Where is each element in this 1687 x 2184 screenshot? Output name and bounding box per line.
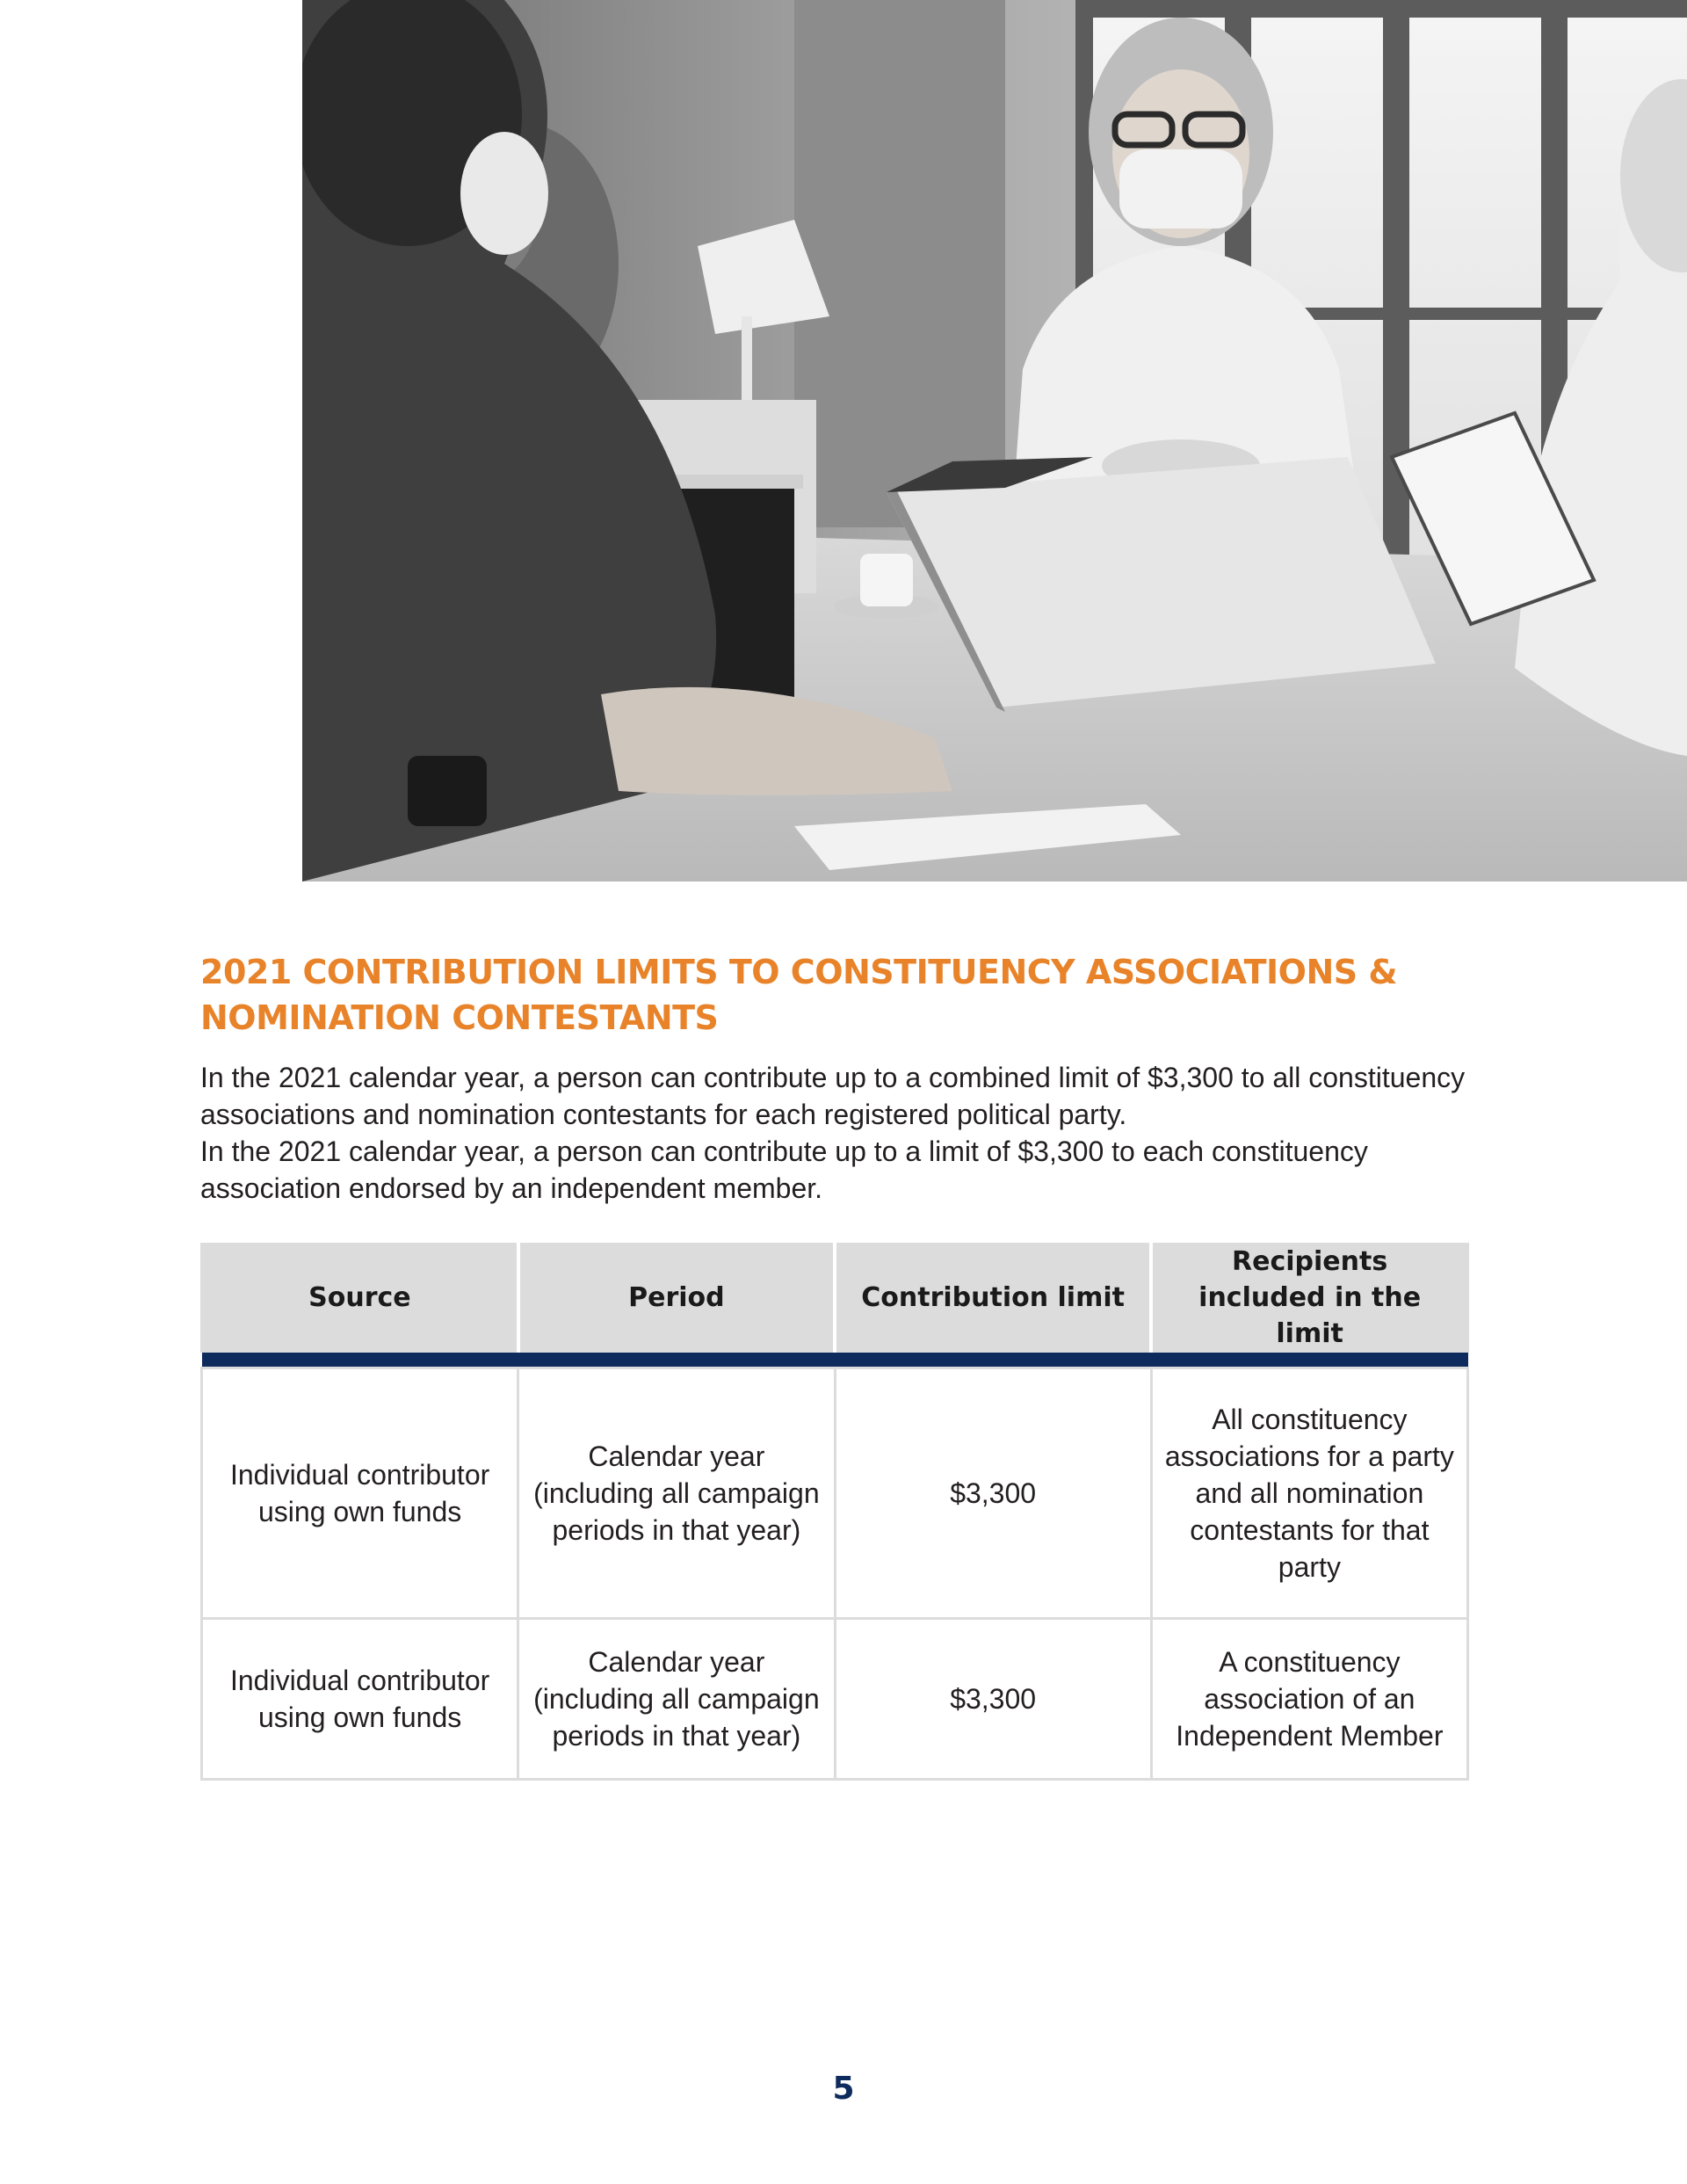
header-contribution-limit: Contribution limit bbox=[835, 1243, 1151, 1353]
table-header-row bbox=[202, 1243, 1468, 1353]
cell-source: Individual contributor using own funds bbox=[202, 1619, 518, 1780]
cell-recipients: All constituency associations for a party and all nomination contestants for that party bbox=[1151, 1368, 1467, 1619]
intro-paragraph-1: In the 2021 calendar year, a person can contribute up to a combined limit of $3,300 to all constituency associations and nomination contestants for each registered political party. bbox=[200, 1062, 1466, 1130]
header-divider bbox=[202, 1353, 1468, 1368]
meeting-photo-illustration bbox=[302, 0, 1687, 882]
cell-period: Calendar year (including all campaign periods in that year) bbox=[518, 1368, 835, 1619]
cell-source: Individual contributor using own funds bbox=[202, 1368, 518, 1619]
section-title-line-2: NOMINATION CONTESTANTS bbox=[200, 998, 719, 1037]
hero-photo bbox=[302, 0, 1687, 882]
header-source: Source bbox=[202, 1243, 518, 1353]
header-period: Period bbox=[518, 1243, 835, 1353]
header-recipients: Recipients included in the limit bbox=[1151, 1243, 1467, 1353]
intro-paragraph-2: In the 2021 calendar year, a person can contribute up to a limit of $3,300 to each constituency association endorsed by an independent member. bbox=[200, 1136, 1368, 1204]
section-title bbox=[200, 949, 1474, 1041]
page-number: 5 bbox=[832, 2071, 855, 2107]
table-row bbox=[202, 1368, 1468, 1619]
cell-limit: $3,300 bbox=[835, 1368, 1151, 1619]
table-row bbox=[202, 1619, 1468, 1780]
cell-limit: $3,300 bbox=[835, 1619, 1151, 1780]
contribution-limits-table bbox=[200, 1243, 1469, 1781]
cell-period: Calendar year (including all campaign periods in that year) bbox=[518, 1619, 835, 1780]
section-title-line-1: 2021 CONTRIBUTION LIMITS TO CONSTITUENCY ASSOCIATIONS & bbox=[200, 953, 1398, 991]
cell-recipients: A constituency association of an Independent Member bbox=[1151, 1619, 1467, 1780]
intro-text bbox=[200, 1059, 1501, 1207]
